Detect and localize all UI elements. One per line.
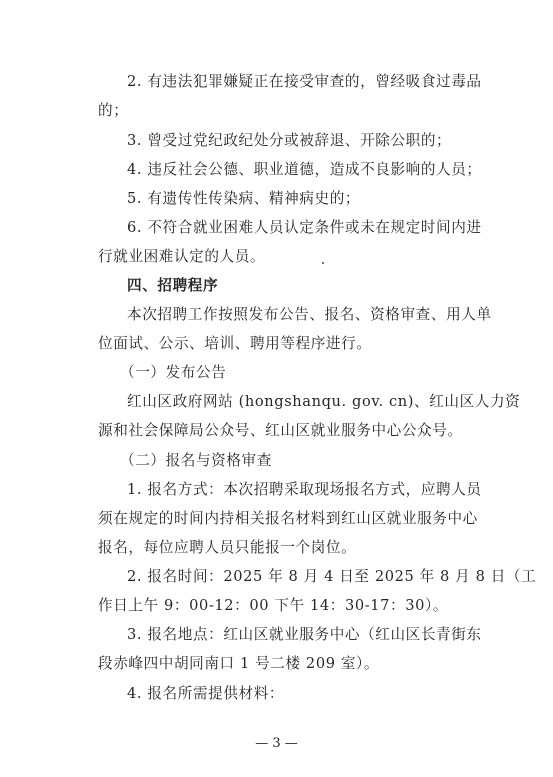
text-line: 红山区政府网站 (hongshanqu. gov. cn)、红山区人力资 [127, 393, 521, 410]
text-line: 4. 报名所需提供材料： [127, 685, 285, 702]
page-number: — 3 — [255, 736, 298, 751]
text-line: 2. 报名时间：2025 年 8 月 4 日至 2025 年 8 月 8 日（工 [127, 568, 537, 585]
text-line: 6. 不符合就业困难人员认定条件或未在规定时间内进 [127, 219, 482, 236]
section-heading: 四、招聘程序 [127, 277, 219, 294]
text-line: 的； [98, 102, 129, 119]
text-line: 段赤峰四中胡同南口 1 号二楼 209 室）。 [98, 655, 380, 672]
subsection-heading: （二）报名与资格审查 [120, 452, 272, 469]
text-line: 行就业困难认定的人员。 [98, 248, 266, 265]
text-line: 5. 有遗传性传染病、精神病史的； [127, 190, 361, 207]
scan-speck [322, 262, 324, 264]
text-line: 须在规定的时间内持相关报名材料到红山区就业服务中心 [98, 510, 478, 527]
text-line: 2. 有违法犯罪嫌疑正在接受审查的，曾经吸食过毒品 [127, 73, 482, 90]
text-line: 本次招聘工作按照发布公告、报名、资格审查、用人单 [127, 306, 492, 323]
text-line: 3. 曾受过党纪政纪处分或被辞退、开除公职的； [127, 132, 452, 149]
text-line: 源和社会保障局公众号、红山区就业服务中心公众号。 [98, 422, 463, 439]
text-line: 4. 违反社会公德、职业道德，造成不良影响的人员； [127, 161, 482, 178]
text-line: 1. 报名方式：本次招聘采取现场报名方式，应聘人员 [127, 481, 482, 498]
text-line: 3. 报名地点：红山区就业服务中心（红山区长青街东 [127, 626, 482, 643]
text-line: 位面试、公示、培训、聘用等程序进行。 [98, 335, 372, 352]
text-line: 作日上午 9：00-12：00 下午 14：30-17：30）。 [98, 597, 449, 614]
subsection-heading: （一）发布公告 [120, 364, 227, 381]
text-line: 报名，每位应聘人员只能报一个岗位。 [98, 539, 357, 556]
